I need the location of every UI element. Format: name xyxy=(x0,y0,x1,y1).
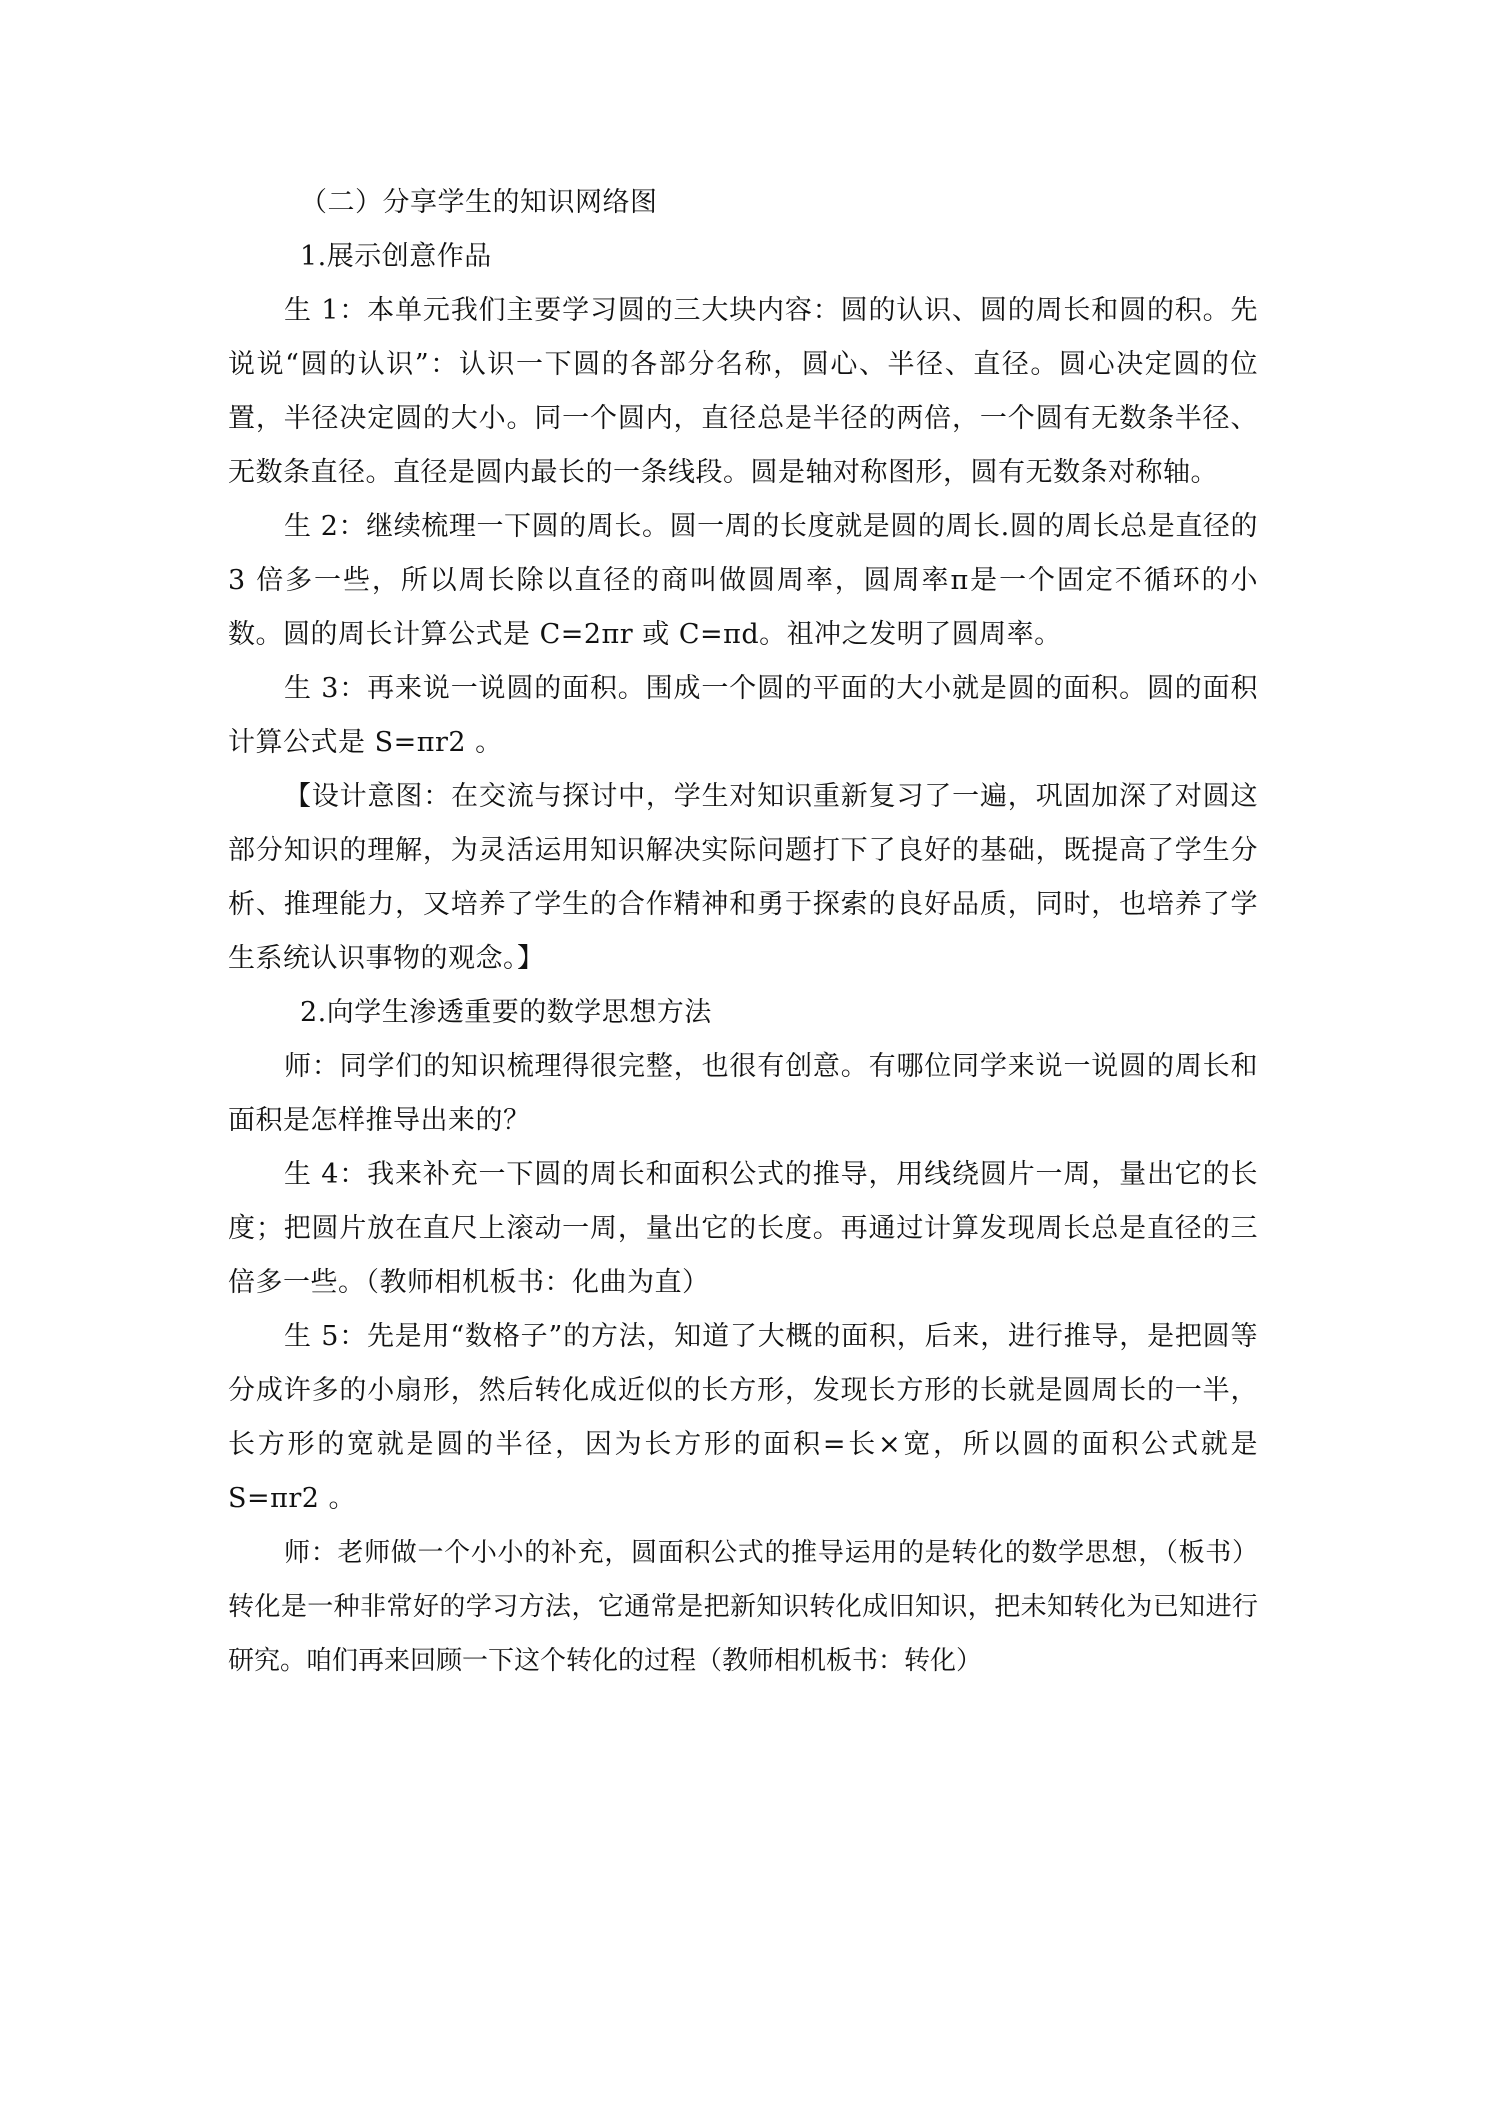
student-4-paragraph: 生 4：我来补充一下圆的周长和面积公式的推导，用线绕圆片一周，量出它的长度；把圆片放在直尺上滚动一周，量出它的长度。再通过计算发现周长总是直径的三倍多一些。（教师相机板书：化曲为直） xyxy=(228,1159,1258,1298)
subsection-heading-1: 1.展示创意作品 xyxy=(300,241,492,272)
teacher-1-paragraph: 师：同学们的知识梳理得很完整，也很有创意。有哪位同学来说一说圆的周长和面积是怎样推导出来的？ xyxy=(228,1051,1258,1136)
student-5-paragraph: 生 5：先是用“数格子”的方法，知道了大概的面积，后来，进行推导，是把圆等分成许多的小扇形，然后转化成近似的长方形，发现长方形的长就是圆周长的一半，长方形的宽就是圆的半径，因为长方形的面积=长×宽，所以圆的面积公式就是 S=πr2 。 xyxy=(228,1321,1258,1514)
student-1-paragraph: 生 1：本单元我们主要学习圆的三大块内容：圆的认识、圆的周长和圆的积。先说说“圆的认识”：认识一下圆的各部分名称，圆心、半径、直径。圆心决定圆的位置，半径决定圆的大小。同一个圆内，直径总是半径的两倍，一个圆有无数条半径、无数条直径。直径是圆内最长的一条线段。圆是轴对称图形，圆有无数条对称轴。 xyxy=(228,295,1258,488)
teacher-2-paragraph: 师：老师做一个小小的补充，圆面积公式的推导运用的是转化的数学思想，（板书）转化是一种非常好的学习方法，它通常是把新知识转化成旧知识，把未知转化为已知进行研究。咱们再来回顾一下这个转化的过程（教师相机板书：转化） xyxy=(228,1538,1258,1676)
design-intent-paragraph: 【设计意图：在交流与探讨中，学生对知识重新复习了一遍，巩固加深了对圆这部分知识的理解，为灵活运用知识解决实际问题打下了良好的基础，既提高了学生分析、推理能力，又培养了学生的合作精神和勇于探索的良好品质，同时，也培养了学生系统认识事物的观念。】 xyxy=(228,781,1258,974)
student-3-paragraph: 生 3：再来说一说圆的面积。围成一个圆的平面的大小就是圆的面积。圆的面积计算公式是 S=πr2 。 xyxy=(228,673,1258,758)
student-2-paragraph: 生 2：继续梳理一下圆的周长。圆一周的长度就是圆的周长.圆的周长总是直径的 3 倍多一些，所以周长除以直径的商叫做圆周率，圆周率π是一个固定不循环的小数。圆的周长计算公式是 C=2πr 或 C=πd。祖冲之发明了圆周率。 xyxy=(228,511,1258,650)
section-heading: （二）分享学生的知识网络图 xyxy=(300,187,658,218)
subsection-heading-2: 2.向学生渗透重要的数学思想方法 xyxy=(300,997,712,1028)
document-body xyxy=(228,176,1258,1688)
